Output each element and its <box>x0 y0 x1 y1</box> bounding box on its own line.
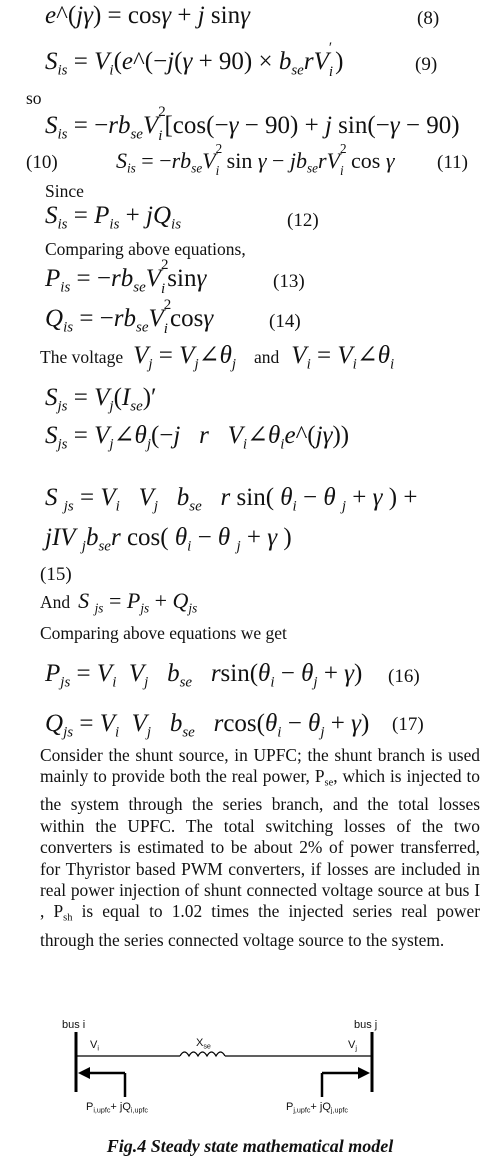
so-text: so <box>26 88 42 108</box>
figure-caption: Fig.4 Steady state mathematical model <box>106 1136 394 1156</box>
body-paragraph <box>40 745 480 951</box>
equation-8: e^(jγ) = cosγ + j sinγ <box>45 2 250 29</box>
paragraph-sub-sh: sh <box>63 913 73 925</box>
equation-10-expansion: $S_{is} = -rb_{se}V$ 2 i [cos(−γ − 90) + j sin(−γ − 90) <box>45 103 460 145</box>
equation-13: $P_{is} = -rb_{se}V$ 2 i sinγ <box>45 256 207 298</box>
equation-9-number: (9) <box>415 54 438 75</box>
equation-12-number: (12) <box>287 210 319 231</box>
equation-16: $P_{js} = V_i$ $V_j$ $b_{se}$ $rsin(\theta_i - \theta_j + \gamma)$ <box>45 660 363 691</box>
vj-label: $V_j$ <box>348 1039 357 1053</box>
left-injection-label: $P_{i,upfc}+ jQ_{i,upfc}$ <box>86 1101 148 1115</box>
bus-i-label: bus i <box>62 1019 86 1031</box>
equation-16-number: (16) <box>388 666 420 687</box>
paragraph-part-2: , which is injected to the system through the series branch, and the total losses within the UPFC. The total switching losses of the two converters is estimated to be about 2% of power transferred, for Thyristor based PWM converters, if losses are included in real power injection of shunt connected voltage source at bus I , P <box>40 766 480 922</box>
equation-sjs-expansion: $S_{js}$ = $V_j\angle\theta_j(-j$ r $V_i\angle\theta_ie\^{}(j\gamma)$) <box>45 422 350 453</box>
paragraph-sub-se: se <box>324 778 334 790</box>
vi-label: $V_i$ <box>90 1039 99 1053</box>
comparing-text-2: Comparing above equations we get <box>40 623 287 643</box>
left-injection-arrowhead <box>78 1067 90 1079</box>
equation-14-number: (14) <box>269 311 301 332</box>
voltage-label: The voltage <box>40 347 124 367</box>
equation-13-number: (13) <box>273 271 305 292</box>
equation-15-line-2: jIV $_jb_{se}r$ cos( $\theta_i - \theta$ $_j$ + γ ) <box>45 524 292 555</box>
equation-15-line-1: S $_{js} = V_i$ $V_j$ $b_{se}$ r sin( $\theta_i - \theta$ $_j$ + γ ) + <box>45 484 418 515</box>
equation-11: $S_{is} = -rb_{se}V$ 2 i $\sin \gamma - jb_{se}rV$ 2 i cos γ <box>116 140 395 178</box>
equation-8-number: (8) <box>417 8 440 29</box>
equation-sjs-def: $S_{js} = V_j(I_{se})'$ <box>45 384 157 415</box>
equation-17: $Q_{js} = V_i$ $V_j$ $b_{se}$ $rcos(\theta_i - \theta_j + \gamma)$ <box>45 710 370 741</box>
comparing-text-1: Comparing above equations, <box>45 239 246 259</box>
voltage-line: The voltage $V_j$ = $V_j\angle\theta_j$ and $V_i$ = $V_i\angle\theta_i$ <box>40 342 395 373</box>
equation-17-number: (17) <box>392 714 424 735</box>
right-injection-arrowhead <box>358 1067 370 1079</box>
and-word: and <box>254 347 280 367</box>
xse-label: $X_{se}$ <box>196 1037 211 1051</box>
and-text: And <box>40 592 71 612</box>
equation-10-number: (10) <box>26 152 58 173</box>
and-line: And S $_{js} = P_{js} + Q_{js}$ <box>40 588 198 616</box>
equation-12: $S_{is} = P_{is} + jQ_{is}$ <box>45 202 182 233</box>
equation-9: $S_{is}$ = $V_i(e\^{}(-j(\gamma + 90) \times b_{se}rV$ ′ i ) <box>45 39 344 81</box>
paragraph-part-1: Consider the shunt source, in UPFC; the shunt branch is used mainly to provide both the real power, P <box>40 745 480 787</box>
reactance-coil <box>180 1052 225 1056</box>
paragraph-part-3: is equal to 1.02 times the injected series real power through the series connected voltage source to the system. <box>40 901 480 950</box>
equation-11-number: (11) <box>437 152 468 173</box>
right-injection-label: $P_{j,upfc}+ jQ_{j,upfc}$ <box>286 1101 348 1115</box>
equation-14: $Q_{is} = -rb_{se}V$ 2 i cosγ <box>45 296 214 338</box>
equation-15-number: (15) <box>40 564 72 585</box>
since-text: Since <box>45 181 84 201</box>
bus-j-label: bus j <box>354 1019 378 1031</box>
